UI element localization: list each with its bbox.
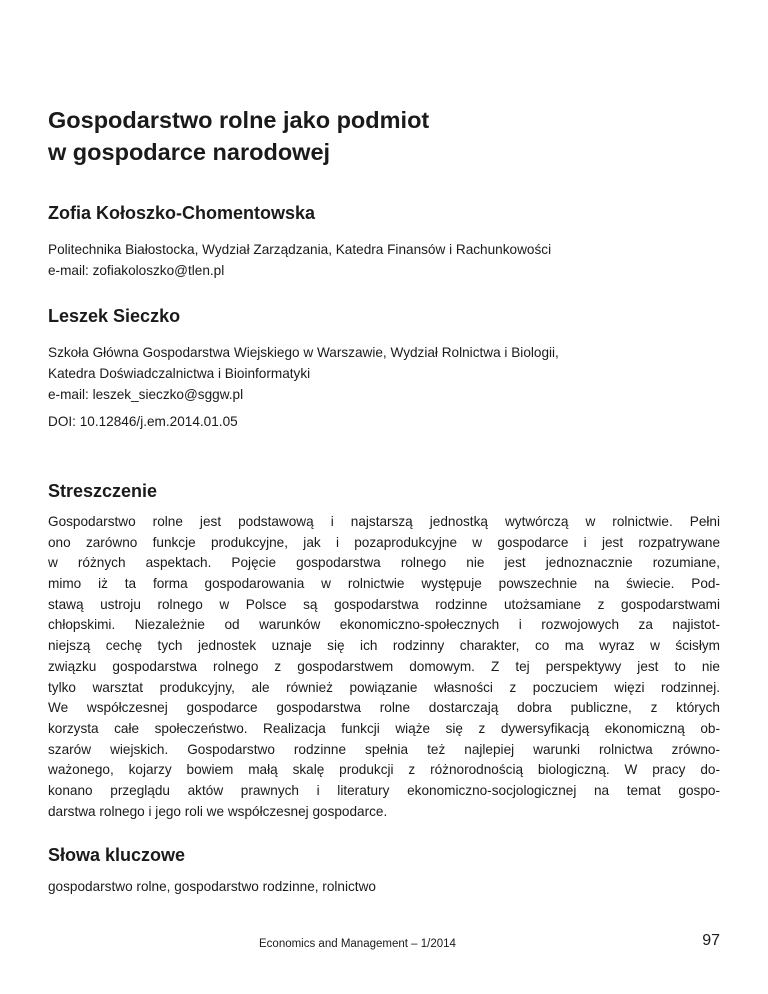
- keywords-heading: Słowa kluczowe: [48, 845, 186, 865]
- abstract-line: Gospodarstwo rolne jest podstawową i najstarszą jednostką wytwórczą w rolnictwie. Pełni: [48, 514, 720, 529]
- abstract-line: stawą ustroju rolnego w Polsce są gospodarstwa rodzinne utożsamiane z gospodarstwami: [48, 596, 720, 612]
- affiliation-line: Politechnika Białostocka, Wydział Zarządzania, Katedra Finansów i Rachunkowości: [48, 242, 552, 257]
- author-affiliation: [48, 239, 551, 281]
- author-name: Leszek Sieczko: [48, 306, 181, 326]
- abstract-line: chłopskimi. Niezależnie od warunków ekonomiczno-społecznych i rozwojowych za najistot-: [48, 617, 720, 633]
- abstract-line: korzysta całe społeczeństwo. Realizacja funkcji wiąże się z dywersyfikacją ekonomiczną ob-: [48, 720, 720, 736]
- abstract-line: ważonego, kojarzy bowiem małą skalę produkcji z różnorodnością biologiczną. W pracy do-: [48, 762, 720, 778]
- abstract-line: konano przeglądu aktów prawnych i literatury ekonomiczno-socjologicznej na temat gospo-: [48, 782, 720, 798]
- abstract-line: darstwa rolnego i jego roli we współczesnej gospodarce.: [48, 803, 388, 819]
- abstract-line: We współczesnej gospodarce gospodarstwa rolne dostarczają dobra publiczne, z których: [48, 700, 720, 716]
- author-name: Zofia Kołoszko-Chomentowska: [48, 203, 316, 223]
- affiliation-line: Szkoła Główna Gospodarstwa Wiejskiego w Warszawie, Wydział Rolnictwa i Biologii,: [48, 345, 559, 360]
- abstract-line: mimo iż ta forma gospodarowania w rolnictwie występuje powszechnie na świecie. Pod-: [48, 576, 720, 592]
- abstract-heading: Streszczenie: [48, 481, 158, 501]
- author-affiliation: [48, 342, 559, 405]
- journal-footer: Economics and Management – 1/2014: [259, 938, 456, 950]
- email-line: e-mail: zofiakoloszko@tlen.pl: [48, 263, 225, 278]
- article-title: [48, 104, 720, 168]
- abstract-line: związku gospodarstwa rolnego z gospodarstwem domowym. Z tej perspektywy jest to nie: [48, 658, 720, 674]
- title-line: Gospodarstwo rolne jako podmiot: [48, 107, 430, 133]
- abstract-text: [48, 512, 720, 822]
- page-number: 97: [702, 932, 720, 949]
- affiliation-line: Katedra Doświadczalnictwa i Bioinformatyki: [48, 366, 311, 381]
- abstract-line: ono zarówno funkcje produkcyjne, jak i pozaprodukcyjne w gospodarce i jest rozpatrywane: [48, 534, 720, 550]
- abstract-line: w różnych aspektach. Pojęcie gospodarstwa rolnego nie jest jednoznacznie rozumiane,: [48, 555, 720, 571]
- abstract-line: szarów wiejskich. Gospodarstwo rodzinne spełnia też najlepiej warunki rolnictwa zrówno-: [48, 741, 720, 757]
- abstract-line: tylko warsztat produkcyjny, ale również powiązanie własności z poczuciem więzi rodzinnej.: [48, 679, 720, 695]
- abstract-line: niejszą cechę tych jednostek uznaje się ich rodzinny charakter, co ma wyraz w ścisłym: [48, 638, 720, 654]
- keywords-text: gospodarstwo rolne, gospodarstwo rodzinne, rolnictwo: [48, 879, 376, 894]
- email-line: e-mail: leszek_sieczko@sggw.pl: [48, 387, 244, 402]
- doi: DOI: 10.12846/j.em.2014.01.05: [48, 414, 238, 429]
- title-line: w gospodarce narodowej: [48, 139, 331, 165]
